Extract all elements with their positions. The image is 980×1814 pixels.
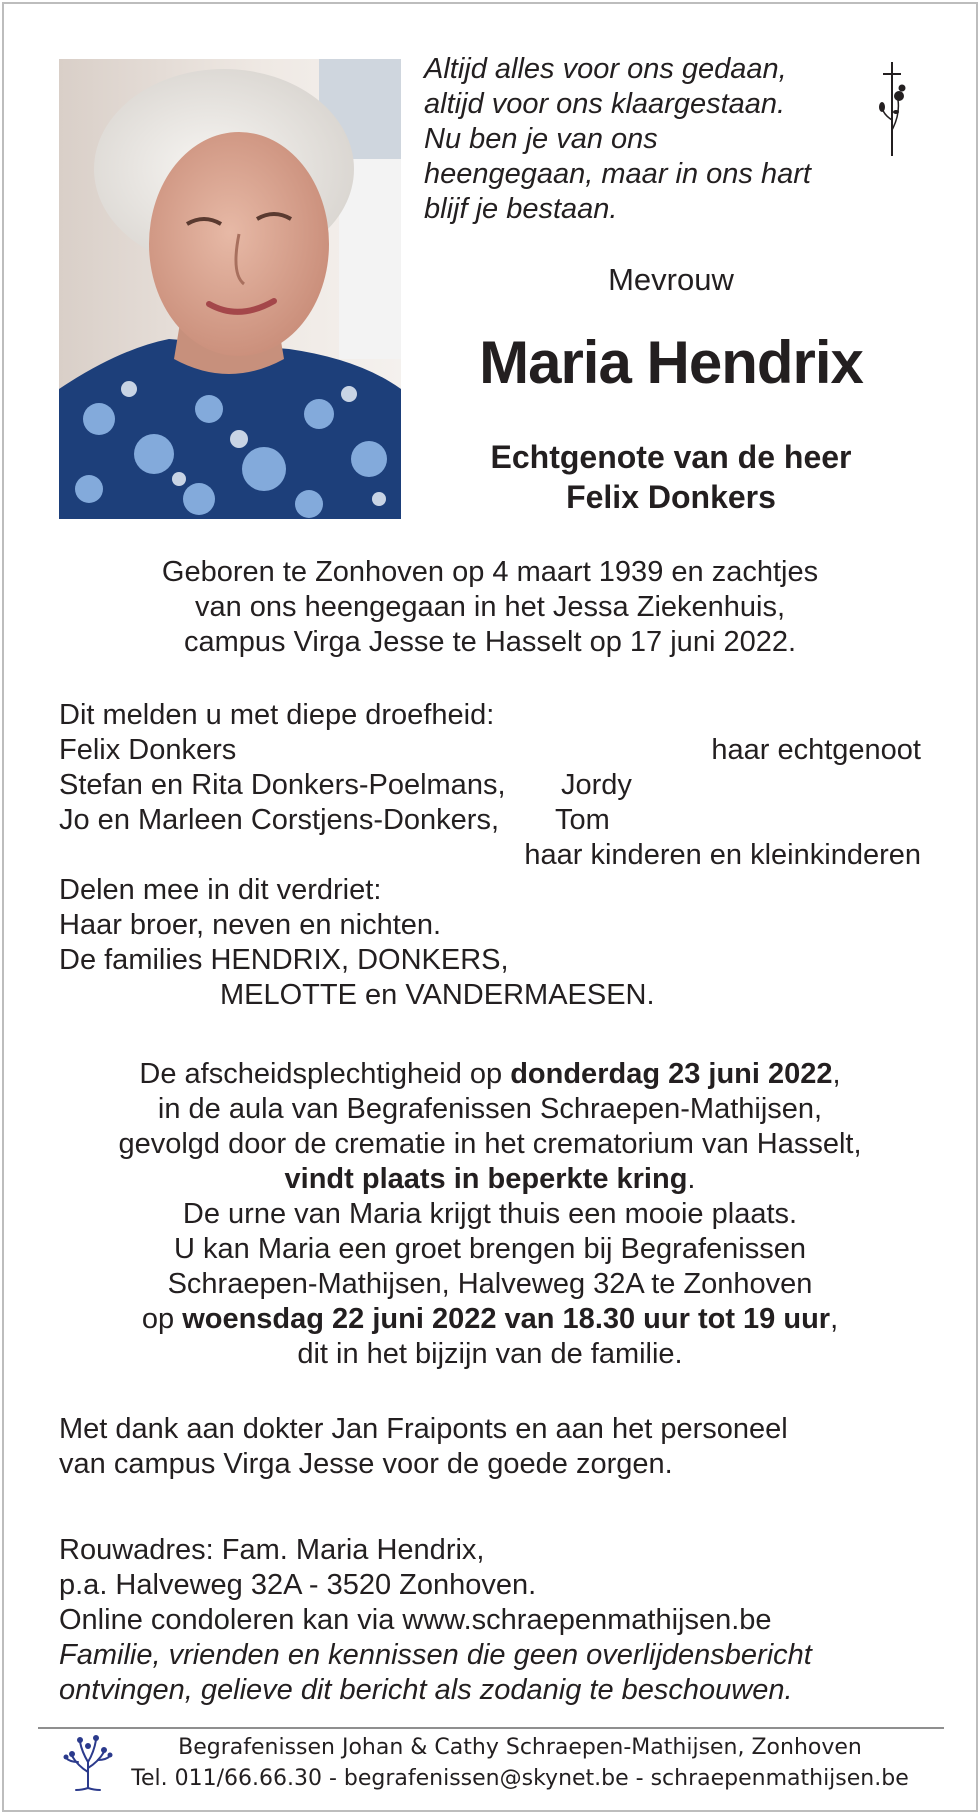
spouse-name: Felix Donkers: [59, 734, 237, 766]
family-section: [59, 698, 921, 1013]
text-span: De afscheidsplechtigheid op: [139, 1058, 511, 1090]
text-line: ontvingen, gelieve dit bericht als zodanig te beschouwen.: [59, 1674, 793, 1706]
cross-with-rose-icon: [872, 60, 912, 160]
spouse-line-1: Echtgenote van de heer: [490, 439, 852, 475]
poem-line: Nu ben je van ons: [424, 123, 658, 155]
family-child-row: [59, 768, 921, 803]
ceremony-line: [59, 1057, 921, 1092]
child-name: Jo en Marleen Corstjens-Donkers,: [59, 804, 500, 836]
families-line-1: De families HENDRIX, DONKERS,: [59, 944, 509, 976]
text-line: Geboren te Zonhoven op 4 maart 1939 en zachtjes: [161, 556, 819, 588]
text-line: Rouwadres: Fam. Maria Hendrix,: [59, 1534, 485, 1566]
text-line: campus Virga Jesse te Hasselt op 17 juni 2022.: [183, 626, 797, 658]
children-role: haar kinderen en kleinkinderen: [524, 839, 921, 871]
child-name: Stefan en Rita Donkers-Poelmans,: [59, 769, 506, 801]
siblings-line: Haar broer, neven en nichten.: [59, 909, 442, 941]
poem-line: altijd voor ons klaargestaan.: [424, 88, 786, 120]
ceremony-line: De urne van Maria krijgt thuis een mooie plaats.: [182, 1198, 798, 1230]
address-paragraph: [59, 1533, 939, 1708]
text-span: ,: [832, 1058, 841, 1090]
text-line: van ons heengegaan in het Jessa Ziekenhuis,: [194, 591, 786, 623]
poem-line: Altijd alles voor ons gedaan,: [424, 53, 787, 85]
ceremony-line: gevolgd door de crematie in het crematorium van Hasselt,: [118, 1128, 862, 1160]
text-span: op: [141, 1303, 183, 1335]
salutation: Mevrouw: [608, 262, 734, 297]
ceremony-line: U kan Maria een groet brengen bij Begrafenissen: [174, 1233, 806, 1265]
share-intro: Delen mee in dit verdriet:: [59, 874, 382, 906]
deceased-name: Maria Hendrix: [479, 329, 863, 396]
ceremony-line: [59, 1162, 921, 1197]
funeral-home-name: Begrafenissen Johan & Cathy Schraepen-Mathijsen, Zonhoven: [178, 1735, 862, 1760]
birth-death-paragraph: [59, 555, 921, 660]
ceremony-line: in de aula van Begrafenissen Schraepen-Mathijsen,: [157, 1093, 823, 1125]
spouse-line: [441, 437, 901, 517]
text-line: Met dank aan dokter Jan Fraiponts en aan het personeel: [59, 1413, 788, 1445]
poem-line: blijf je bestaan.: [424, 193, 618, 225]
families-line-2: MELOTTE en VANDERMAESEN.: [220, 979, 655, 1011]
text-span: .: [687, 1163, 696, 1195]
family-intro: Dit melden u met diepe droefheid:: [59, 699, 495, 731]
ceremony-line: [59, 1302, 921, 1337]
grandchild-name: Jordy: [561, 769, 632, 801]
spouse-line-2: Felix Donkers: [566, 479, 776, 515]
footer-divider: [38, 1727, 944, 1729]
spouse-role: haar echtgenoot: [711, 734, 921, 766]
tree-logo-icon: [62, 1732, 114, 1792]
children-role-row: [59, 838, 921, 873]
thanks-paragraph: [59, 1412, 939, 1482]
text-line: van campus Virga Jesse voor de goede zorgen.: [59, 1448, 673, 1480]
family-child-row: [59, 803, 921, 838]
text-span: ,: [830, 1303, 839, 1335]
ceremony-line: dit in het bijzijn van de familie.: [297, 1338, 683, 1370]
grandchild-name: Tom: [555, 804, 610, 836]
funeral-home-info: [120, 1732, 920, 1794]
ceremony-date: donderdag 23 juni 2022: [510, 1058, 833, 1090]
visit-time: woensdag 22 juni 2022 van 18.30 uur tot 19 uur: [182, 1303, 831, 1335]
text-line: p.a. Halveweg 32A - 3520 Zonhoven.: [59, 1569, 537, 1601]
family-spouse-row: [59, 733, 921, 768]
funeral-home-contact[interactable]: Tel. 011/66.66.30 - begrafenissen@skynet.be - schraepenmathijsen.be: [131, 1766, 909, 1791]
ceremony-line: Schraepen-Mathijsen, Halveweg 32A te Zonhoven: [167, 1268, 813, 1300]
poem: [424, 52, 864, 227]
ceremony-restricted: vindt plaats in beperkte kring: [284, 1163, 688, 1195]
condolence-link[interactable]: Online condoleren kan via www.schraepenmathijsen.be: [59, 1604, 772, 1636]
poem-line: heengegaan, maar in ons hart: [424, 158, 811, 190]
portrait-photo: [59, 59, 401, 519]
ceremony-paragraph: [59, 1057, 921, 1372]
text-line: Familie, vrienden en kennissen die geen overlijdensbericht: [59, 1639, 812, 1671]
